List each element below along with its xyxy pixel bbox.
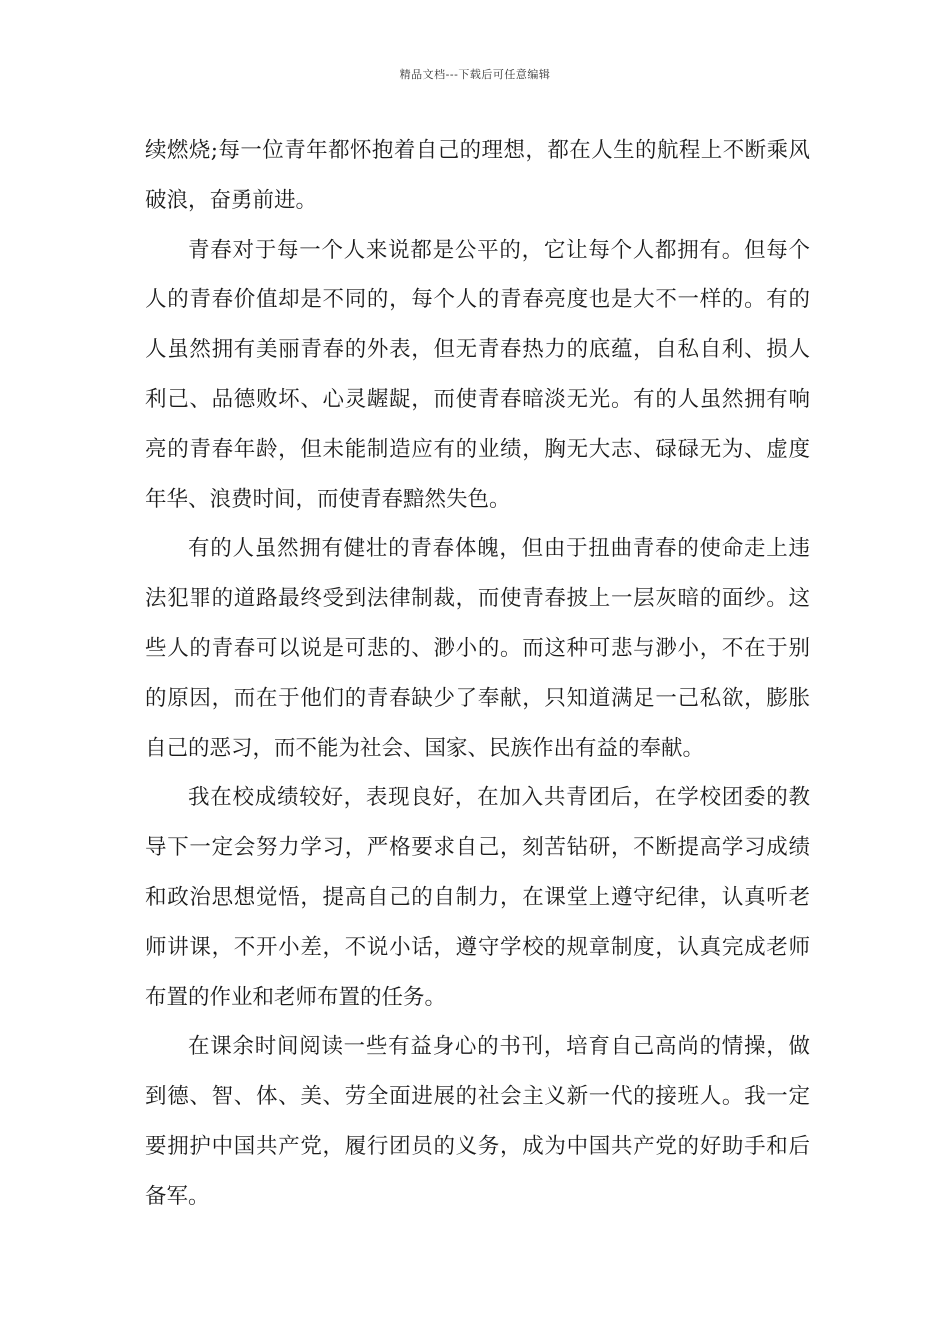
document-body	[145, 126, 810, 1222]
paragraph-school-performance: 我在校成绩较好，表现良好，在加入共青团后，在学校团委的教导下一定会努力学习，严格要求自己，刻苦钻研，不断提高学习成绩和政治思想觉悟，提高自己的自制力，在课堂上遵守纪律，认真听老师讲课，不开小差，不说小话，遵守学校的规章制度，认真完成老师布置的作业和老师布置的任务。	[145, 785, 810, 1010]
paragraph-continuation: 续燃烧;每一位青年都怀抱着自己的理想，都在人生的航程上不断乘风破浪，奋勇前进。	[145, 138, 810, 213]
paragraph-commitment: 在课余时间阅读一些有益身心的书刊，培育自己高尚的情操，做到德、智、体、美、劳全面进展的社会主义新一代的接班人。我一定要拥护中国共产党，履行团员的义务，成为中国共产党的好助手和后备军。	[145, 1034, 810, 1209]
page-header: 精品文档---下载后可任意编辑	[399, 68, 551, 81]
paragraph-youth-fairness: 青春对于每一个人来说都是公平的，它让每个人都拥有。但每个人的青春价值却是不同的，每个人的青春亮度也是大不一样的。有的人虽然拥有美丽青春的外表，但无青春热力的底蕴，自私自利、损人利己、品德败坏、心灵龌龊，而使青春暗淡无光。有的人虽然拥有响亮的青春年龄，但未能制造应有的业绩，胸无大志、碌碌无为、虚度年华、浪费时间，而使青春黯然失色。	[145, 237, 810, 512]
paragraph-youth-misuse: 有的人虽然拥有健壮的青春体魄，但由于扭曲青春的使命走上违法犯罪的道路最终受到法律制裁，而使青春披上一层灰暗的面纱。这些人的青春可以说是可悲的、渺小的。而这种可悲与渺小，不在于别的原因，而在于他们的青春缺少了奉献，只知道满足一己私欲，膨胀自己的恶习，而不能为社会、国家、民族作出有益的奉献。	[145, 536, 810, 761]
